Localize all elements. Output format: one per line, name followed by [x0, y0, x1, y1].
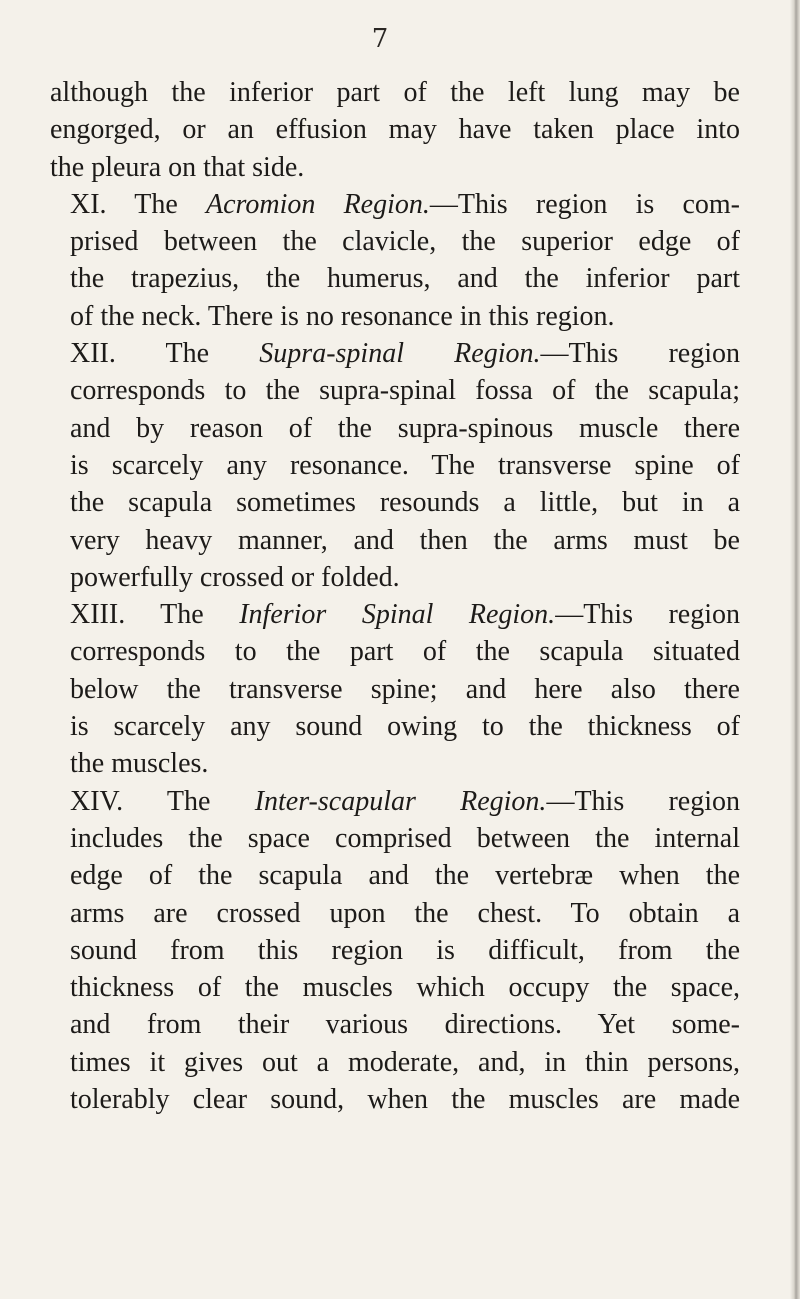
text-line: of the neck. There is no resonance in this region.	[70, 300, 615, 332]
text-line: edge of the scapula and the vertebræ when the	[70, 860, 740, 892]
section-heading-line	[50, 783, 740, 820]
section-numeral: XII. The	[70, 338, 210, 370]
section-heading-line	[50, 596, 740, 633]
text-line: although the inferior part of the left lung may be	[50, 77, 740, 108]
section-xiv	[50, 783, 740, 1119]
text-line: very heavy manner, and then the arms must be	[70, 524, 740, 556]
paragraph-continuation	[50, 74, 740, 186]
text-line: tolerably clear sound, when the muscles are made	[70, 1084, 740, 1116]
text-line: the muscles.	[70, 748, 209, 780]
text-line: is scarcely any resonance. The transverse spine of	[70, 449, 740, 481]
page-number: 7	[371, 24, 389, 54]
text-line: corresponds to the supra-spinal fossa of the scapula;	[70, 375, 740, 407]
section-numeral: XI. The	[70, 188, 178, 220]
section-numeral: XIV. The	[70, 785, 211, 817]
section-xii	[50, 335, 740, 596]
section-title: Inter-scapular Region.	[254, 785, 547, 817]
text-line: corresponds to the part of the scapula situated	[70, 636, 740, 668]
section-xi	[50, 186, 740, 335]
text-line: arms are crossed upon the chest. To obtain a	[70, 897, 740, 929]
section-title: Inferior Spinal Region.	[239, 599, 556, 631]
text-line: the pleura on that side.	[50, 151, 305, 183]
section-xiii	[50, 596, 740, 782]
text-line: includes the space comprised between the internal	[70, 822, 740, 854]
text-line: sound from this region is difficult, from the	[70, 934, 740, 966]
section-title: Acromion Region.	[205, 188, 430, 220]
text-line: thickness of the muscles which occupy the space,	[70, 972, 740, 1004]
text-line: powerfully crossed or folded.	[70, 561, 400, 593]
section-title: Supra-spinal Region.	[259, 338, 541, 370]
section-heading-line	[50, 186, 740, 223]
text-line: the scapula sometimes resounds a little, but in a	[70, 487, 740, 519]
text-line: is scarcely any sound owing to the thickness of	[70, 711, 740, 743]
section-numeral: XIII. The	[70, 599, 204, 631]
body-text	[50, 74, 740, 1118]
page-edge	[790, 0, 800, 1299]
text-line: and from their various directions. Yet some-	[70, 1009, 740, 1041]
section-lead: —This region	[555, 599, 740, 631]
section-heading-line	[50, 335, 740, 372]
section-lead: —This region	[546, 785, 740, 817]
text-line: times it gives out a moderate, and, in thin persons,	[70, 1046, 740, 1078]
section-lead: —This region	[540, 338, 740, 370]
text-line: the trapezius, the humerus, and the inferior part	[70, 263, 740, 295]
text-line: prised between the clavicle, the superior edge of	[70, 226, 740, 258]
text-line: engorged, or an effusion may have taken place into	[50, 114, 740, 146]
text-line: and by reason of the supra-spinous muscle there	[70, 412, 740, 444]
section-lead: —This region is com-	[429, 188, 741, 220]
text-line: below the transverse spine; and here also there	[70, 673, 740, 705]
